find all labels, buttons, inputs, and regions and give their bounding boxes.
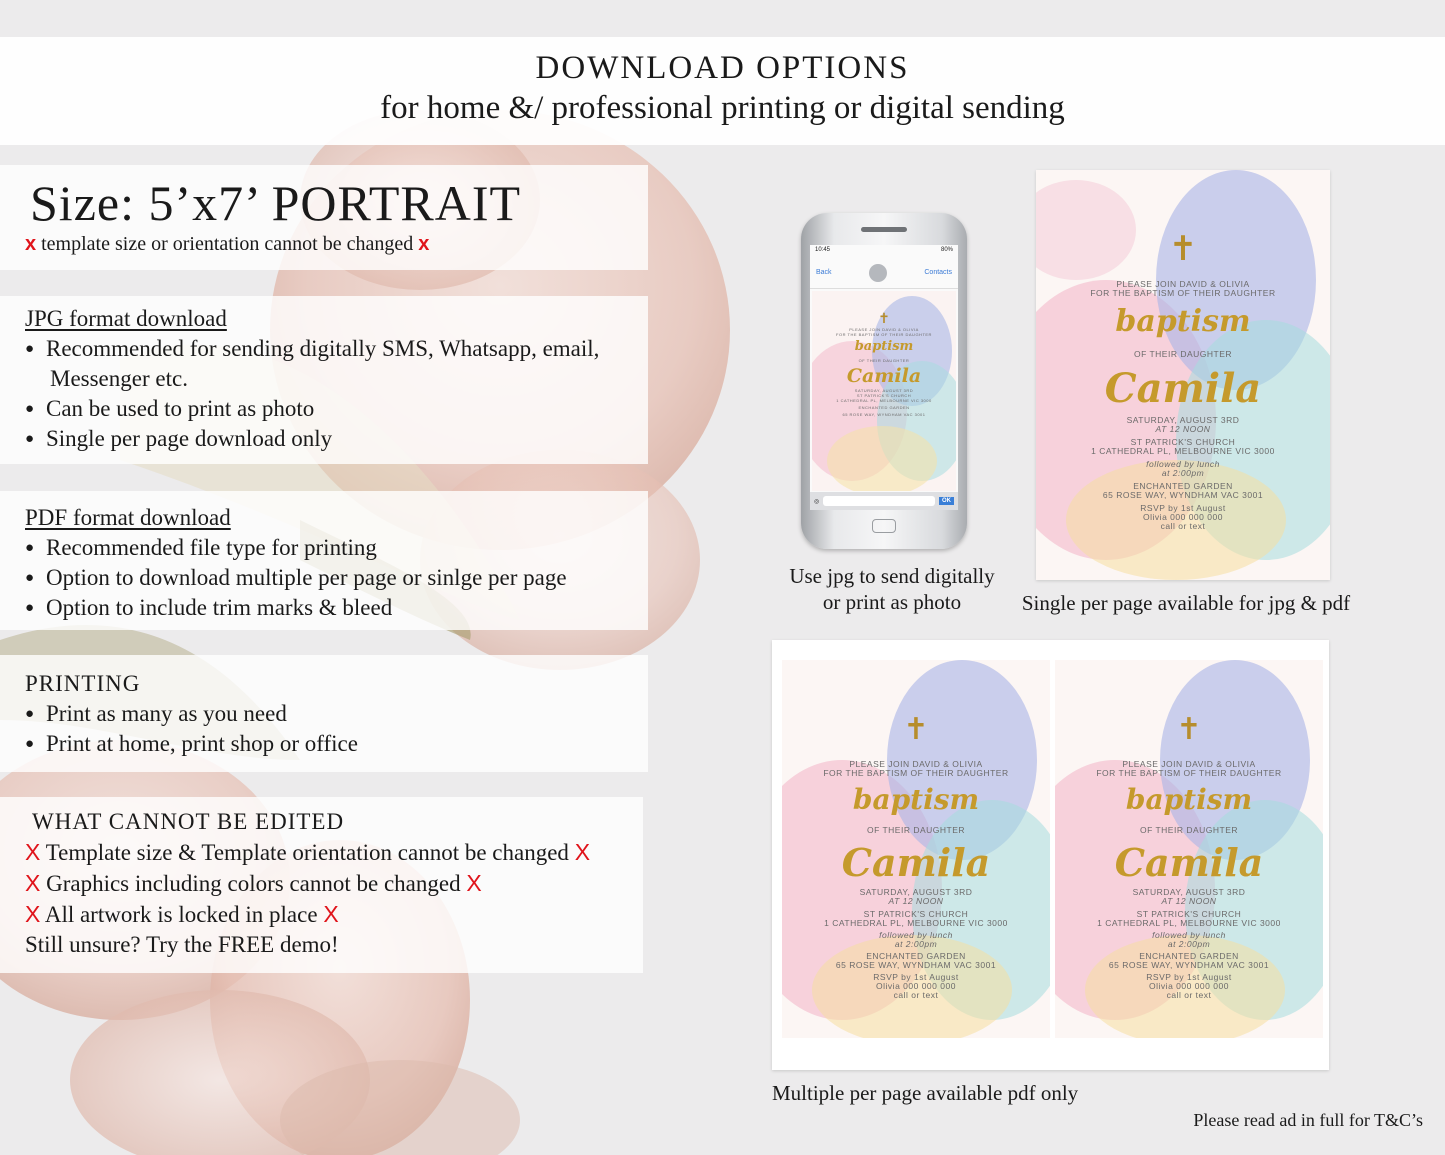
cannot-edit-heading: WHAT CANNOT BE EDITED: [32, 809, 345, 834]
phone-speaker: [861, 227, 907, 232]
bullet-icon: ●: [25, 341, 35, 357]
size-panel: [0, 165, 648, 270]
message-nav: [810, 257, 958, 289]
download-options-header: [0, 37, 1445, 145]
bullet-icon: ●: [25, 431, 35, 447]
invitation-text: ✝ PLEASE JOIN DAVID & OLIVIA FOR THE BAPTISM OF THEIR DAUGHTER baptism OF THEIR DAUGHTER Camila SATURDAY, AUGUST 3RD AT 12 NOON ST PATRICK'S CHURCH 1 CATHEDRAL PL, MELBOURNE VIC 3000 followed by lunch at 2:00pm ENCHANTED GARDEN 65 ROSE WAY, WYNDHAM VAC 3001 RSVP by 1st August Olivia 000 000 000 call or text: [1036, 170, 1330, 580]
bullet-icon: ●: [25, 600, 35, 616]
terms-note: Please read ad in full for T&C’s: [1193, 1110, 1423, 1130]
home-button: [872, 519, 896, 533]
x-mark-icon: x: [418, 233, 430, 255]
sheet-invitation-card: [782, 660, 1050, 1038]
list-item: ● Print at home, print shop or office: [25, 729, 648, 759]
avatar: [869, 264, 887, 282]
x-mark-icon: X: [25, 870, 41, 896]
pdf-heading: PDF format download: [25, 505, 231, 530]
x-mark-icon: x: [25, 233, 37, 255]
phone-screen: [810, 245, 958, 510]
x-mark-icon: X: [466, 870, 482, 896]
list-item: X All artwork is locked in place X: [25, 901, 339, 927]
x-mark-icon: X: [323, 901, 339, 927]
list-item: ● Recommended for sending digitally SMS, Whatsapp, email,: [25, 334, 648, 364]
list-item: X Template size & Template orientation cannot be changed X: [25, 839, 591, 865]
cannot-edit-panel: [0, 797, 643, 973]
bullet-icon: ●: [25, 706, 35, 722]
bullet-icon: ●: [25, 570, 35, 586]
size-note: template size or orientation cannot be changed: [41, 233, 414, 255]
single-invitation-card: [1036, 170, 1330, 580]
cross-icon: ✝: [1176, 712, 1202, 747]
single-caption: Single per page available for jpg & pdf: [1021, 591, 1351, 615]
invitation-text: ✝ PLEASE JOIN DAVID & OLIVIA FOR THE BAPTISM OF THEIR DAUGHTER baptism OF THEIR DAUGHTER Camila SATURDAY, AUGUST 3RD ST PATRICK'S CHURCH 1 CATHEDRAL PL, MELBOURNE VIC 3000 ENCHANTED GARDEN 65 ROSE WAY, WYNDHAM VAC 3001: [812, 291, 956, 491]
message-input[interactable]: [823, 496, 935, 506]
ok-button[interactable]: OK: [939, 497, 954, 505]
contacts-link[interactable]: Contacts: [924, 269, 952, 276]
cross-icon: ✝: [903, 712, 929, 747]
list-item: ● Single per page download only: [25, 424, 648, 454]
header-title: DOWNLOAD OPTIONS: [535, 50, 910, 86]
invitation-text: ✝ PLEASE JOIN DAVID & OLIVIA FOR THE BAPTISM OF THEIR DAUGHTER baptism OF THEIR DAUGHTER Camila SATURDAY, AUGUST 3RD AT 12 NOON ST PATRICK'S CHURCH 1 CATHEDRAL PL, MELBOURNE VIC 3000 followed by lunch at 2:00pm ENCHANTED GARDEN 65 ROSE WAY, WYNDHAM VAC 3001 RSVP by 1st August Olivia 000 000 000 call or text: [1055, 660, 1323, 1038]
list-item: X Graphics including colors cannot be changed X: [25, 870, 482, 896]
cross-icon: ✝: [878, 311, 890, 327]
list-item: ● Can be used to print as photo: [25, 394, 648, 424]
printing-panel: [0, 655, 648, 772]
multiple-caption: Multiple per page available pdf only: [772, 1081, 1079, 1105]
x-mark-icon: X: [25, 839, 41, 865]
printing-heading: PRINTING: [25, 671, 141, 696]
list-item: ● Option to include trim marks & bleed: [25, 593, 648, 623]
pdf-format-panel: [0, 491, 648, 630]
x-mark-icon: X: [25, 901, 41, 927]
x-mark-icon: X: [574, 839, 591, 865]
camera-icon[interactable]: ◎: [814, 498, 820, 505]
phone-caption: Use jpg to send digitally or print as photo: [789, 564, 995, 614]
phone-invitation-preview: [812, 291, 956, 491]
message-input-bar: [810, 492, 958, 510]
header-subtitle: for home &/ professional printing or digital sending: [380, 90, 1065, 126]
sheet-invitation-card: [1055, 660, 1323, 1038]
cross-icon: ✝: [1168, 229, 1198, 269]
bullet-icon: ●: [25, 401, 35, 417]
list-item: ● Recommended file type for printing: [25, 533, 648, 563]
jpg-format-panel: [0, 296, 648, 464]
list-item: Messenger etc.: [50, 366, 188, 391]
demo-line: Still unsure? Try the FREE demo!: [25, 932, 339, 957]
bullet-icon: ●: [25, 736, 35, 752]
size-title: Size: 5’x7’ PORTRAIT: [30, 175, 522, 231]
size-note-line: [25, 229, 648, 259]
list-item: ● Option to download multiple per page or sinlge per page: [25, 563, 648, 593]
back-link[interactable]: Back: [816, 269, 832, 276]
multiple-per-page-sheet: [772, 640, 1329, 1070]
phone-mockup: [801, 213, 967, 549]
jpg-heading: JPG format download: [25, 306, 227, 331]
invitation-text: ✝ PLEASE JOIN DAVID & OLIVIA FOR THE BAPTISM OF THEIR DAUGHTER baptism OF THEIR DAUGHTER Camila SATURDAY, AUGUST 3RD AT 12 NOON ST PATRICK'S CHURCH 1 CATHEDRAL PL, MELBOURNE VIC 3000 followed by lunch at 2:00pm ENCHANTED GARDEN 65 ROSE WAY, WYNDHAM VAC 3001 RSVP by 1st August Olivia 000 000 000 call or text: [782, 660, 1050, 1038]
bullet-icon: ●: [25, 540, 35, 556]
list-item: ● Print as many as you need: [25, 699, 648, 729]
status-bar: 10:45 80%: [815, 247, 953, 253]
